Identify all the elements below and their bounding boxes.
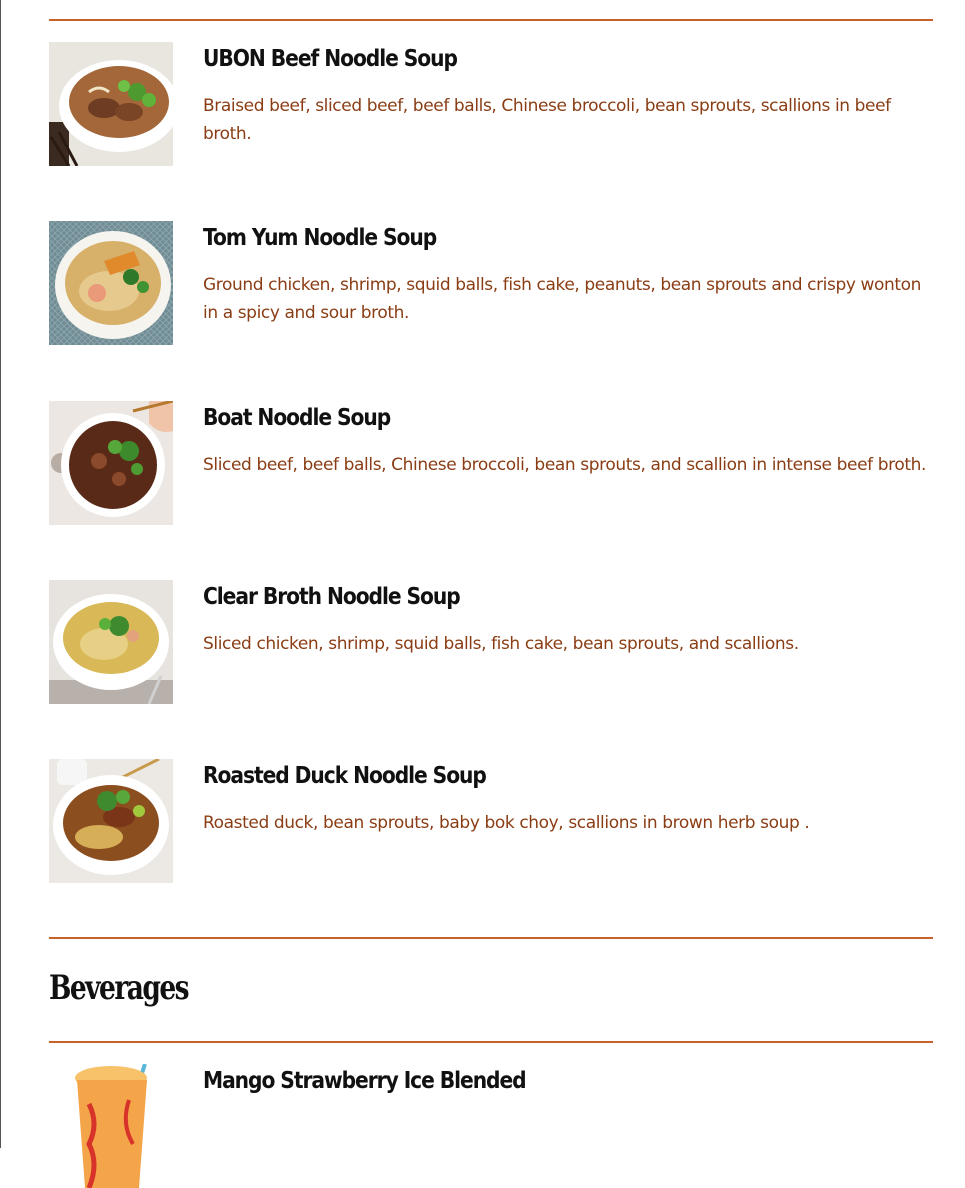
menu-item-title: Tom Yum Noodle Soup — [203, 225, 437, 251]
section-divider-top — [49, 19, 933, 21]
roasted-duck-noodle-soup-photo-icon — [49, 759, 173, 883]
tom-yum-noodle-soup-photo-icon — [49, 221, 173, 345]
menu-item-clear-broth-noodle-soup — [49, 580, 933, 704]
section-divider-beverages-bottom — [49, 1041, 933, 1043]
beef-noodle-soup-photo-icon — [49, 42, 173, 166]
menu-item-title: UBON Beef Noodle Soup — [203, 46, 457, 72]
menu-item-tom-yum-noodle-soup — [49, 221, 933, 345]
clear-broth-noodle-soup-photo-icon — [49, 580, 173, 704]
menu-item-ubon-beef-noodle-soup — [49, 42, 933, 166]
menu-item-title: Boat Noodle Soup — [203, 405, 391, 431]
menu-item-description: Braised beef, sliced beef, beef balls, Chinese broccoli, bean sprouts, scallions in beef broth. — [203, 96, 891, 144]
menu-item-mango-strawberry-ice-blended — [49, 1064, 933, 1188]
section-divider-beverages-top — [49, 937, 933, 939]
menu-item-title: Roasted Duck Noodle Soup — [203, 763, 486, 789]
menu-item-description: Ground chicken, shrimp, squid balls, fish cake, peanuts, bean sprouts and crispy wonton in a spicy and sour broth. — [203, 275, 922, 323]
menu-item-title: Mango Strawberry Ice Blended — [203, 1068, 526, 1094]
menu-item-description: Sliced chicken, shrimp, squid balls, fish cake, bean sprouts, and scallions. — [203, 634, 799, 654]
mango-strawberry-drink-photo-icon — [49, 1064, 173, 1188]
menu-item-boat-noodle-soup — [49, 401, 933, 525]
page-left-border — [0, 0, 1, 1148]
menu-item-title: Clear Broth Noodle Soup — [203, 584, 460, 610]
menu-item-roasted-duck-noodle-soup — [49, 759, 933, 883]
section-title-beverages: Beverages — [49, 968, 189, 1008]
menu-item-description: Sliced beef, beef balls, Chinese broccoli, bean sprouts, and scallion in intense beef broth. — [203, 455, 926, 475]
menu-item-description: Roasted duck, bean sprouts, baby bok choy, scallions in brown herb soup . — [203, 813, 810, 833]
boat-noodle-soup-photo-icon — [49, 401, 173, 525]
